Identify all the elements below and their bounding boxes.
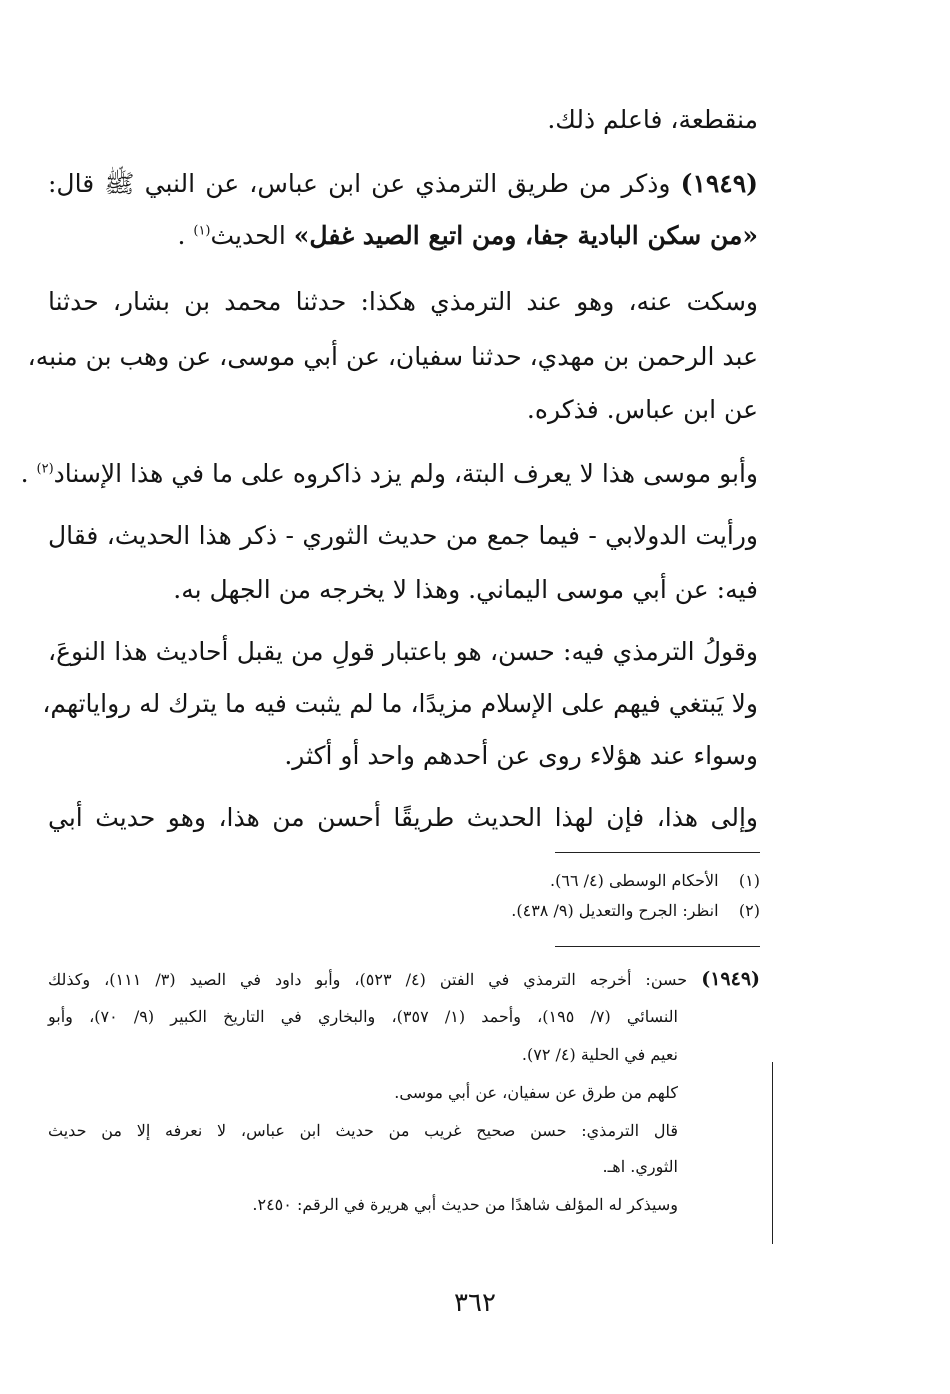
margin-rule xyxy=(772,1062,773,1244)
text-line-2-rest: وذكر من طريق الترمذي عن ابن عباس، عن النبي ﷺ قال: xyxy=(48,169,671,198)
page-number: ٣٦٢ xyxy=(454,1288,496,1318)
text-line-5: عبد الرحمن بن مهدي، حدثنا سفيان، عن أبي موسى، عن وهب بن منبه، xyxy=(27,342,758,371)
hadith-number: (١٩٤٩) xyxy=(680,169,758,198)
footnote-1-text: الأحكام الوسطى (٤/ ٦٦). xyxy=(550,871,719,890)
footnote-marker-1: (١) xyxy=(193,223,211,239)
footnote-1-number: (١) xyxy=(738,871,760,890)
text-line-7-body: وأبو موسى هذا لا يعرف البتة، ولم يزد ذاكروه على ما في هذا الإسناد xyxy=(53,459,758,488)
note-line-6: الثوري. اهـ. xyxy=(602,1157,678,1176)
text-line-8: ورأيت الدولابي - فيما جمع من حديث الثوري - ذكر هذا الحديث، فقال xyxy=(48,521,758,550)
note-line-1-text: حسن: أخرجه الترمذي في الفتن (٤/ ٥٢٣)، وأبو داود في الصيد (٣/ ١١١)، وكذلك xyxy=(48,970,688,989)
note-line-3: نعيم في الحلية (٤/ ٧٢). xyxy=(521,1045,678,1064)
text-line-11: ولا يَبتغي فيهم على الإسلام مزيدًا، ما لم يثبت فيه ما يترك له رواياتهم، xyxy=(42,689,758,718)
footnote-2 xyxy=(460,898,760,924)
note-hadith-number: (١٩٤٩) xyxy=(701,968,761,990)
text-line-7-end: . xyxy=(20,459,29,488)
text-line-10: وقولُ الترمذي فيه: حسن، هو باعتبار قولِ من يقبل أحاديث هذا النوعَ، xyxy=(48,637,758,666)
text-line-4: وسكت عنه، وهو عند الترمذي هكذا: حدثنا محمد بن بشار، حدثنا xyxy=(48,287,758,316)
note-line-5: قال الترمذي: حسن صحيح غريب من حديث ابن عباس، لا نعرفه إلا من حديث xyxy=(48,1121,678,1140)
text-line-3-end: . xyxy=(177,221,186,250)
text-line-3-rest: الحديث xyxy=(210,221,286,250)
footnote-1 xyxy=(500,868,760,894)
text-line-2 xyxy=(48,164,758,204)
footnote-marker-2: (٢) xyxy=(36,461,54,477)
text-line-13: وإلى هذا، فإن لهذا الحديث طريقًا أحسن من هذا، وهو حديث أبي xyxy=(48,803,758,832)
text-line-12: وسواء عند هؤلاء روى عن أحدهم واحد أو أكثر. xyxy=(284,741,758,770)
text-line-1: منقطعة، فاعلم ذلك. xyxy=(547,105,758,134)
notes-separator xyxy=(555,946,760,947)
footnote-2-number: (٢) xyxy=(738,901,760,920)
footnote-separator xyxy=(555,852,760,853)
text-line-3 xyxy=(48,216,758,256)
footnote-2-text: انظر: الجرح والتعديل (٩/ ٤٣٨). xyxy=(511,901,719,920)
note-line-1 xyxy=(48,966,760,993)
text-line-9: فيه: عن أبي موسى اليماني. وهذا لا يخرجه من الجهل به. xyxy=(173,575,758,604)
hadith-quote: «من سكن البادية جفا، ومن اتبع الصيد غفل» xyxy=(293,221,758,250)
text-line-6: عن ابن عباس. فذكره. xyxy=(526,395,758,424)
note-line-7: وسيذكر له المؤلف شاهدًا من حديث أبي هريرة في الرقم: ٢٤٥٠. xyxy=(252,1195,678,1214)
note-line-4: كلهم من طرق عن سفيان، عن أبي موسى. xyxy=(394,1083,678,1102)
note-line-2: النسائي (٧/ ١٩٥)، وأحمد (١/ ٣٥٧)، والبخاري في التاريخ الكبير (٩/ ٧٠)، وأبو xyxy=(48,1007,679,1026)
text-line-7 xyxy=(20,454,758,494)
